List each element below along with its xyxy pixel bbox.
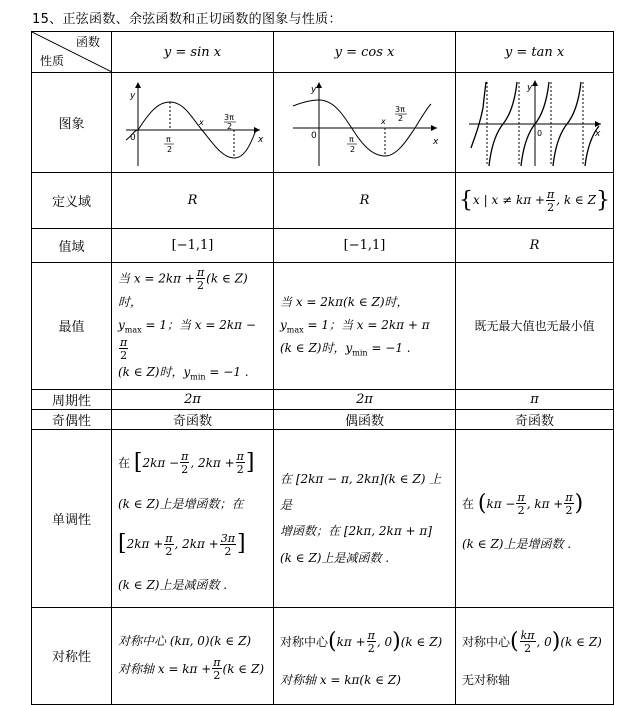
svg-text:2: 2 [226, 121, 232, 131]
properties-table [31, 31, 614, 705]
domain-cos: R [274, 173, 456, 229]
domain-label: 定义域 [32, 173, 112, 229]
symmetry-cos: 对称中心(kπ + $\frac{\pi}{2}$ , 0)(k ∈ Z) 对称轴 x = kπ(k ∈ Z) [274, 607, 456, 704]
header-tan: y = tan x [456, 32, 614, 73]
parity-cos: 偶函数 [274, 409, 456, 429]
cos-graph [285, 78, 445, 168]
cos-graph-cell [274, 73, 456, 173]
range-row [32, 229, 614, 263]
domain-sin: R [112, 173, 274, 229]
extremum-tan: 既无最大值也无最小值 [456, 263, 614, 390]
corner-diagonal [32, 32, 112, 72]
svg-text:x: x [198, 117, 204, 127]
svg-text:y: y [310, 84, 316, 95]
svg-text:y: y [129, 90, 135, 101]
extremum-row [32, 263, 614, 390]
svg-text:2: 2 [349, 144, 355, 154]
period-sin: 2π [112, 389, 274, 409]
parity-tan: 奇函数 [456, 409, 614, 429]
sin-graph [118, 78, 268, 168]
graph-label: 图象 [32, 73, 112, 173]
sin-graph-cell [112, 73, 274, 173]
svg-text:0: 0 [310, 130, 317, 141]
svg-text:π: π [165, 134, 171, 144]
header-sin: y = sin x [112, 32, 274, 73]
tan-graph [465, 78, 605, 168]
corner-cell [32, 32, 112, 73]
svg-text:x: x [380, 116, 386, 126]
svg-text:π: π [348, 134, 354, 144]
period-row [32, 389, 614, 409]
svg-text:0: 0 [129, 132, 136, 143]
parity-row [32, 409, 614, 429]
range-cos: [−1,1] [274, 229, 456, 263]
parity-label: 奇偶性 [32, 409, 112, 429]
monotonic-sin: 在 [2kπ − $\frac{\pi}{2}$ , 2kπ + $\frac{\pi}{2}$ ] (k ∈ Z)上是增函数；在 [2kπ + $\frac{\pi}{2}$ , 2kπ + $\frac{3\pi}{2}$ ] (k ∈ Z)上是减函数 . [112, 429, 274, 607]
svg-text:x: x [257, 134, 263, 145]
tan-graph-cell [456, 73, 614, 173]
symmetry-row [32, 607, 614, 704]
monotonic-row [32, 429, 614, 607]
header-row [32, 32, 614, 73]
section-heading: 15、正弦函数、余弦函数和正切函数的图象与性质： [32, 12, 342, 27]
period-label: 周期性 [32, 389, 112, 409]
extremum-sin: 当 x = 2kπ + $\frac{\pi}{2}$ (k ∈ Z)时， $y_{max} = 1$；当 x = 2kπ − $\frac{\pi}{2}$ (k ∈ Z)时，$y_{min} = -1$ . [112, 263, 274, 390]
period-tan: π [456, 389, 614, 409]
domain-row [32, 173, 614, 229]
svg-text:y: y [526, 82, 532, 93]
svg-text:2: 2 [166, 144, 172, 154]
monotonic-cos: 在 [2kπ − π, 2kπ](k ∈ Z) 上是 增函数；在 [2kπ, 2kπ + π] (k ∈ Z)上是减函数 . [274, 429, 456, 607]
symmetry-label: 对称性 [32, 607, 112, 704]
svg-text:3π: 3π [394, 104, 405, 114]
domain-tan: {x | x ≠ kπ + $\frac{\pi}{2}$ , k ∈ Z} [456, 173, 614, 229]
corner-bottom-label: 性质 [40, 54, 65, 68]
svg-text:2: 2 [397, 113, 403, 123]
range-label: 值域 [32, 229, 112, 263]
header-cos: y = cos x [274, 32, 456, 73]
svg-text:0: 0 [536, 128, 542, 138]
range-sin: [−1,1] [112, 229, 274, 263]
period-cos: 2π [274, 389, 456, 409]
corner-top-label: 函数 [76, 35, 101, 49]
monotonic-label: 单调性 [32, 429, 112, 607]
graph-row [32, 73, 614, 173]
svg-text:x: x [432, 136, 438, 147]
extremum-cos: 当 x = 2kπ(k ∈ Z)时， $y_{max} = 1$；当 x = 2kπ + π (k ∈ Z)时，$y_{min} = -1$ . [274, 263, 456, 390]
symmetry-tan: 对称中心( $\frac{k\pi}{2}$ , 0)(k ∈ Z) 无对称轴 [456, 607, 614, 704]
parity-sin: 奇函数 [112, 409, 274, 429]
range-tan: R [456, 229, 614, 263]
monotonic-tan: 在 (kπ − $\frac{\pi}{2}$ , kπ + $\frac{\pi}{2}$ ) (k ∈ Z)上是增函数 . [456, 429, 614, 607]
symmetry-sin: 对称中心 (kπ, 0)(k ∈ Z) 对称轴 x = kπ + $\frac{\pi}{2}$ (k ∈ Z) [112, 607, 274, 704]
svg-text:3π: 3π [223, 112, 234, 122]
extremum-label: 最值 [32, 263, 112, 390]
svg-text:x: x [594, 128, 600, 139]
